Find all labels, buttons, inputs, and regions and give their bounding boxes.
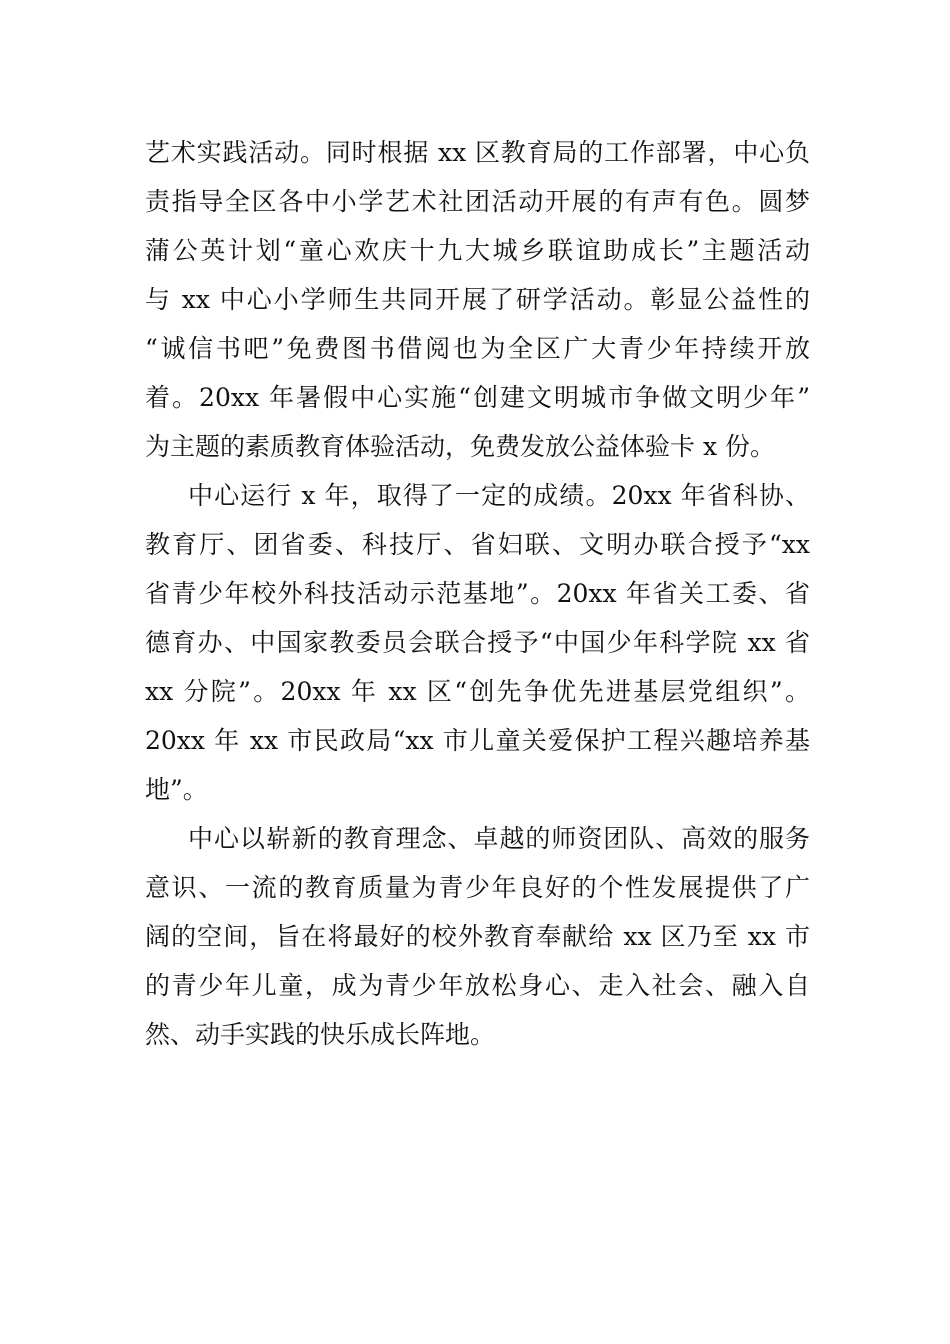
text-line: 德育办、中国家教委员会联合授予“中国少年科学院 xx 省 (145, 628, 810, 657)
paragraph-2 (145, 471, 810, 814)
text-line: 为主题的素质教育体验活动，免费发放公益体验卡 x 份。 (145, 432, 775, 461)
paragraph-3 (145, 814, 810, 1059)
text-line: 然、动手实践的快乐成长阵地。 (145, 1020, 496, 1049)
text-line: 的青少年儿童，成为青少年放松身心、走入社会、融入自 (145, 971, 810, 1000)
text-line: xx 分院”。20xx 年 xx 区“创先争优先进基层党组织”。 (145, 677, 810, 706)
text-line: 着。20xx 年暑假中心实施“创建文明城市争做文明少年” (145, 383, 810, 412)
text-line: 与 xx 中心小学师生共同开展了研学活动。彰显公益性的 (145, 285, 810, 314)
text-line: 意识、一流的教育质量为青少年良好的个性发展提供了广 (145, 873, 810, 902)
text-line: 艺术实践活动。同时根据 xx 区教育局的工作部署，中心负 (145, 138, 810, 167)
text-line: 阔的空间，旨在将最好的校外教育奉献给 xx 区乃至 xx 市 (145, 922, 810, 951)
text-line: 中心以崭新的教育理念、卓越的师资团队、高效的服务 (188, 824, 810, 853)
text-line: “诚信书吧”免费图书借阅也为全区广大青少年持续开放 (145, 334, 810, 363)
text-line: 地”。 (145, 775, 208, 804)
text-line: 中心运行 x 年，取得了一定的成绩。20xx 年省科协、 (188, 481, 810, 510)
text-line: 蒲公英计划“童心欢庆十九大城乡联谊助成长”主题活动 (145, 236, 810, 265)
text-line: 20xx 年 xx 市民政局“xx 市儿童关爱保护工程兴趣培养基 (145, 726, 810, 755)
paragraph-1 (145, 128, 810, 471)
text-line: 教育厅、团省委、科技厅、省妇联、文明办联合授予“xx (145, 530, 810, 559)
text-line: 责指导全区各中小学艺术社团活动开展的有声有色。圆梦 (145, 187, 810, 216)
document-body (145, 128, 810, 1059)
text-line: 省青少年校外科技活动示范基地”。20xx 年省关工委、省 (145, 579, 810, 608)
